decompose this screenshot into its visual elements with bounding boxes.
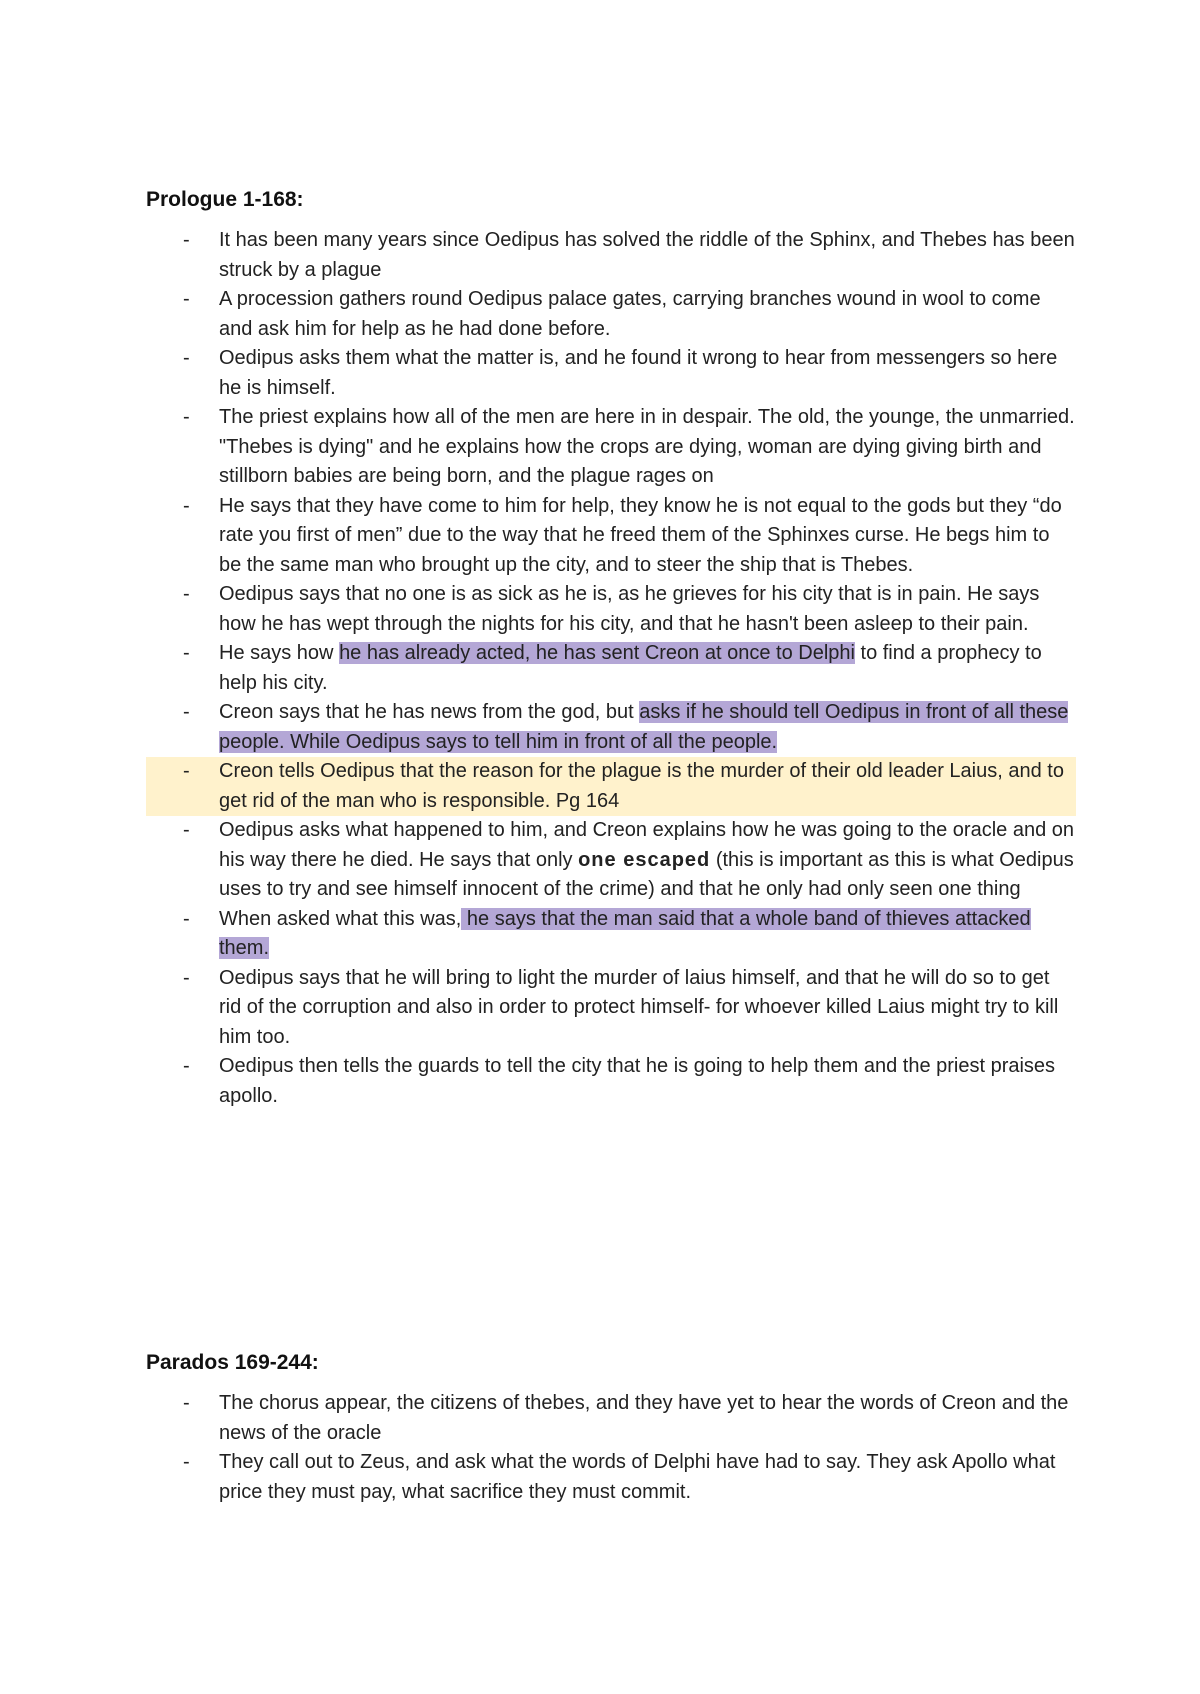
bullet-dash: - <box>183 1392 190 1414</box>
purple-highlight: he says that the man said that a whole band of thieves attacked them. <box>219 907 1031 959</box>
list-item: - The priest explains how all of the men are here in in despair. The old, the younge, the unmarried. "Thebes is dying" and he explains how the crops are dying, woman are dying giving birth and stillborn babies are being born, and the plague rages on <box>146 403 1076 492</box>
bullet-dash: - <box>183 907 190 930</box>
bullet-dash: - <box>183 1451 190 1473</box>
prologue-section <box>146 186 1076 1111</box>
parados-section <box>146 1349 1076 1507</box>
bullet-dash: - <box>183 966 190 989</box>
bullet-dash: - <box>183 229 190 251</box>
parados-notes-list <box>146 1389 1076 1507</box>
section-heading-parados: Parados 169-244: <box>146 1351 319 1374</box>
bullet-dash: - <box>183 288 190 310</box>
list-item: - He says that they have come to him for help, they know he is not equal to the gods but they “do rate you first of men” due to the way that he freed them of the Sphinxes curse. He begs him to be the same man who brought up the city, and to steer the ship that is Thebes. <box>146 492 1076 581</box>
list-item: - Oedipus says that no one is as sick as he is, as he grieves for his city that is in pain. He says how he has wept through the nights for his city, and that he hasn't been asleep to their pain. <box>146 580 1076 639</box>
list-item: - Oedipus asks them what the matter is, and he found it wrong to hear from messengers so here he is himself. <box>146 344 1076 403</box>
bullet-dash: - <box>183 583 190 605</box>
list-item: - Creon says that he has news from the god, but asks if he should tell Oedipus in front of all these people. While Oedipus says to tell him in front of all the people. <box>146 698 1076 757</box>
prologue-notes-list <box>146 226 1076 1111</box>
bullet-dash: - <box>183 1055 190 1077</box>
list-item: - Oedipus then tells the guards to tell the city that he is going to help them and the priest praises apollo. <box>146 1052 1076 1111</box>
purple-highlight: asks if he should tell Oedipus in front of all these people. While Oedipus says to tell him in front of all the people. <box>219 701 1069 753</box>
bullet-dash: - <box>183 406 190 428</box>
list-item: - A procession gathers round Oedipus palace gates, carrying branches wound in wool to come and ask him for help as he had done before. <box>146 285 1076 344</box>
list-item: - It has been many years since Oedipus has solved the riddle of the Sphinx, and Thebes has been struck by a plague <box>146 226 1076 285</box>
bullet-dash: - <box>183 494 190 517</box>
bullet-dash: - <box>183 701 190 723</box>
bullet-dash: - <box>183 757 190 787</box>
list-item-yellow-highlight: - Creon tells Oedipus that the reason for the plague is the murder of their old leader Laius, and to get rid of the man who is responsible. Pg 164 <box>146 757 1076 816</box>
bullet-dash: - <box>183 642 190 664</box>
purple-highlight: he has already acted, he has sent Creon at once to Delphi <box>339 642 855 664</box>
list-item: - They call out to Zeus, and ask what the words of Delphi have had to say. They ask Apollo what price they must pay, what sacrifice they must commit. <box>146 1448 1076 1507</box>
bold-text: one escaped <box>578 848 711 871</box>
list-item: - Oedipus asks what happened to him, and Creon explains how he was going to the oracle and on his way there he died. He says that only one escaped (this is important as this is what Oedipus uses to try and see himself innocent of the crime) and that he only had only seen one thing <box>146 816 1076 905</box>
list-item: - The chorus appear, the citizens of thebes, and they have yet to hear the words of Creon and the news of the oracle <box>146 1389 1076 1448</box>
list-item: - He says how he has already acted, he has sent Creon at once to Delphi to find a prophecy to help his city. <box>146 639 1076 698</box>
bullet-dash: - <box>183 347 190 369</box>
list-item: - Oedipus says that he will bring to light the murder of laius himself, and that he will do so to get rid of the corruption and also in order to protect himself- for whoever killed Laius might try to kill him too. <box>146 964 1076 1053</box>
bullet-dash: - <box>183 819 190 841</box>
list-item: - When asked what this was, he says that the man said that a whole band of thieves attacked them. <box>146 905 1076 964</box>
section-heading-prologue: Prologue 1-168: <box>146 188 304 211</box>
